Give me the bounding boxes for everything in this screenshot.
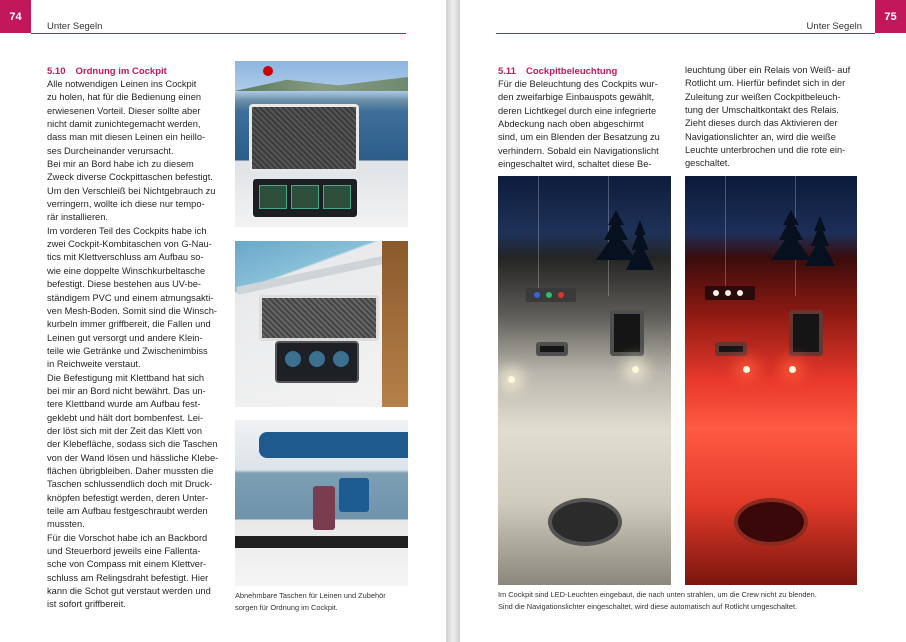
text-line: mussten. — [47, 519, 85, 530]
text-line: Taschen schlussendlich doch mit Druck- — [47, 479, 213, 490]
text-line: tere Klettband wurde am Aufbau fest- — [47, 399, 201, 410]
page-number: 75 — [875, 0, 906, 33]
photo-cockpit-red-light — [685, 176, 857, 585]
text-line: der löst sich mit der Zeit das Klett von — [47, 425, 203, 436]
text-line: bei mir an Bord nicht bewährt. Das un- — [47, 385, 206, 396]
text-line: teile am Aufbau festgeschraubt werden — [47, 506, 208, 516]
text-line: kann die Schot gut verstaut werden und — [47, 586, 211, 597]
text-line: kurbeln immer griffbereit, die Fallen und — [47, 319, 211, 330]
caption-line: Sind die Navigationslichter eingeschaltet, wird diese automatisch auf Rotlicht umgeschaltet. — [498, 602, 798, 611]
text-line: der Klebefläche, sodass sich die Taschen — [47, 439, 218, 450]
photo-sail-cover-bags — [235, 420, 408, 586]
left-page — [0, 0, 446, 642]
text-line: schluss am Relingsdraht befestigt. Hier — [47, 572, 209, 583]
text-line: teile wie Getränke und Zwischenimbiss — [47, 345, 208, 356]
caption-line: sorgen für Ordnung im Cockpit. — [235, 603, 338, 612]
text-line: nicht damit zunichtegemacht werden, — [47, 119, 201, 130]
text-line: leuchtung über ein Relais von Weiß- auf — [685, 65, 851, 75]
section-heading — [498, 66, 617, 77]
caption-line: Abnehmbare Taschen für Leinen und Zubehör — [235, 591, 386, 600]
text-line: zwei Cockpit-Kombitaschen von G-Nau- — [47, 239, 212, 250]
text-line: Für die Vorschot habe ich an Backbord — [47, 532, 208, 543]
text-line: flächen übrigbleiben. Daher mussten die — [47, 465, 214, 476]
photo-cockpit-white-light — [498, 176, 671, 585]
text-line: befestigt. Diese bestehen aus UV-be- — [47, 279, 202, 290]
photo-caption — [498, 589, 898, 613]
photo-caption — [235, 590, 425, 614]
right-page — [460, 0, 906, 642]
text-line: ven Mesh-Boden. Somit sind die Winsch- — [47, 305, 217, 316]
section-number: 5.10 — [47, 66, 66, 77]
text-line: Abdeckung nach oben abgeschirmt — [498, 119, 644, 130]
text-line: Navigationslichter an, wird die weiße — [685, 131, 836, 142]
text-line: Leinen gut versorgt und andere Klein- — [47, 332, 203, 343]
section-number: 5.11 — [498, 66, 516, 77]
text-line: dass man mit diesen Leinen ein heillo- — [47, 132, 206, 143]
text-line: knöpfen befestigt werden, deren Unter- — [47, 492, 209, 503]
text-line: verringern, wollte ich diese nur tempo- — [47, 199, 205, 210]
text-line: Im vorderen Teil des Cockpits habe ich — [47, 225, 207, 236]
body-text-col2 — [685, 64, 857, 171]
page-number: 74 — [0, 0, 31, 33]
text-line: rär installieren. — [47, 212, 108, 223]
text-line: erwiesenen Vorteil. Dieser sollte aber — [47, 105, 201, 116]
text-line: ses Durcheinander verursacht. — [47, 145, 174, 156]
text-line: deren Lichtkegel durch eine infegrierte — [498, 105, 657, 116]
text-line: Zieht dieses durch das Aktivieren der — [685, 118, 838, 129]
body-text — [47, 78, 221, 612]
text-line: Zuleitung zur weißen Cockpitbeleuch- — [685, 91, 841, 102]
text-line: Zweck diverse Cockpittaschen befestigt. — [47, 172, 213, 183]
section-heading — [47, 66, 167, 77]
text-line: in Reichweite verstaut. — [47, 359, 141, 370]
text-line: tung der Umschaltkontakt des Relais. — [685, 105, 839, 116]
text-line: sche von Compass mit einem Klettver- — [47, 559, 207, 570]
text-line: zu holen, hat für die Bedienung einen — [47, 92, 202, 103]
text-line: geklebt und hält dort bombenfest. Lei- — [47, 412, 204, 423]
book-spine — [446, 0, 460, 642]
text-line: Rotlicht um. Hierfür befindet sich in der — [685, 78, 846, 89]
text-line: Für die Beleuchtung des Cockpits wur- — [498, 79, 658, 89]
text-line: verhindern. Sobald ein Navigationslicht — [498, 145, 659, 156]
header-rule — [31, 33, 406, 34]
text-line: Die Befestigung mit Klettband hat sich — [47, 372, 205, 383]
text-line: Alle notwendigen Leinen ins Cockpit — [47, 79, 197, 89]
text-line: Leuchte unterbrochen und die rote ein- — [685, 145, 846, 156]
running-head: Unter Segeln — [47, 21, 103, 32]
text-line: ist sofort griffbereit. — [47, 599, 126, 610]
photo-cockpit-bag-instruments — [235, 61, 408, 227]
header-rule — [496, 33, 875, 34]
text-line: Um den Verschleiß bei Nichtgebrauch zu — [47, 185, 216, 196]
body-text-col1 — [498, 78, 670, 171]
text-line: eingeschaltet wird, schaltet diese Be- — [498, 159, 652, 170]
photo-mesh-bag-hull — [235, 241, 408, 407]
text-line: von der Wand lösen und hässliche Klebe- — [47, 452, 219, 463]
text-line: sind, um ein Blenden der Besatzung zu — [498, 132, 660, 143]
text-line: Bei mir an Bord habe ich zu diesem — [47, 159, 194, 170]
text-line: ständigem PVC und einem atmungsakti- — [47, 292, 214, 303]
text-line: und Steuerbord jeweils eine Fallenta- — [47, 546, 201, 557]
text-line: tics mit Klettverschluss am Aufbau so- — [47, 252, 204, 263]
section-title: Cockpitbeleuchtung — [525, 66, 618, 77]
text-line: wie eine doppelte Winschkurbeltasche — [47, 265, 206, 276]
text-line: den zweifarbige Einbauspots gewählt, — [498, 92, 655, 103]
section-title: Ordnung im Cockpit — [75, 66, 167, 77]
caption-line: Im Cockpit sind LED-Leuchten eingebaut, die nach unten strahlen, um die Crew nicht zu blenden. — [498, 590, 817, 599]
running-head: Unter Segeln — [806, 21, 862, 32]
text-line: geschaltet. — [685, 158, 730, 169]
